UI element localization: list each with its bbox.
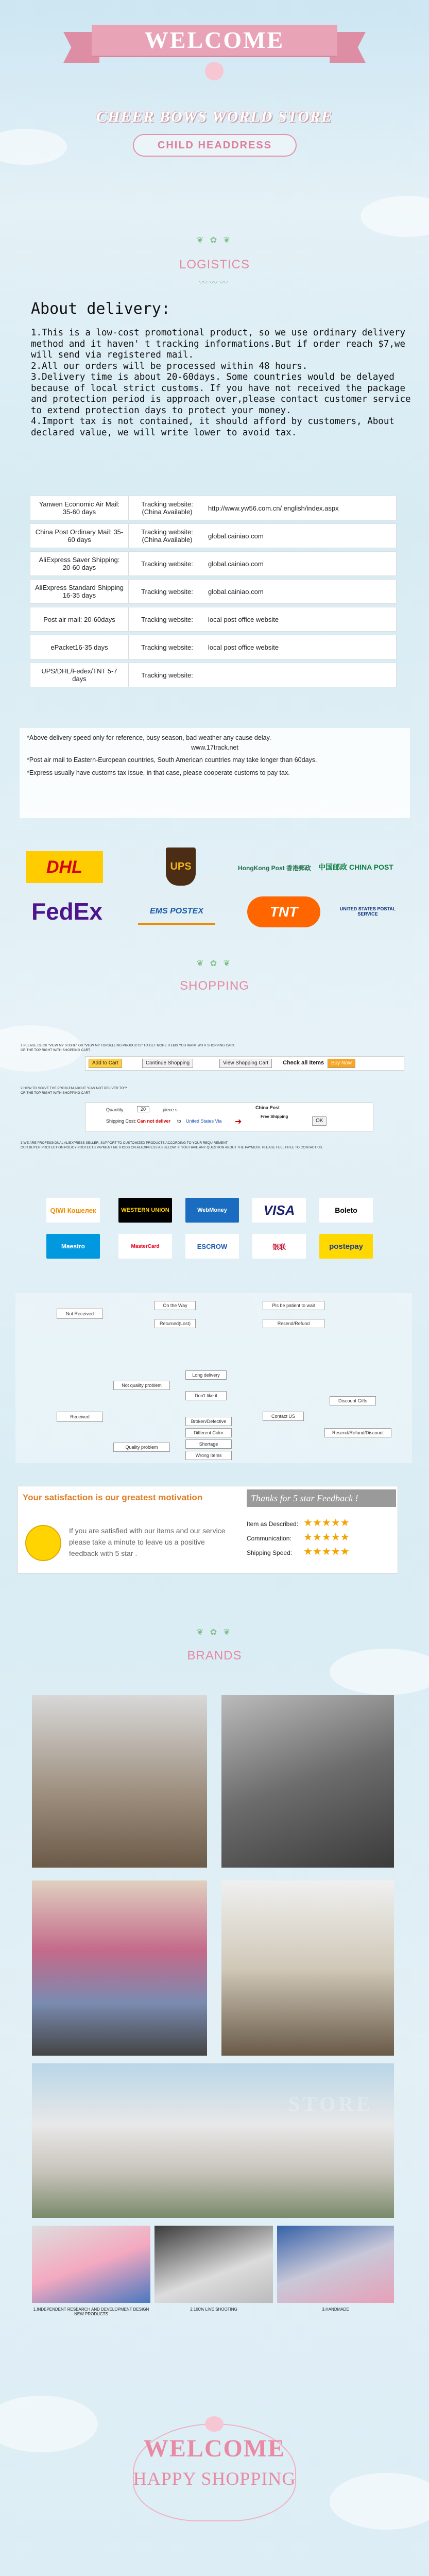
- shipping-method: Yanwen Economic Air Mail: 35-60 days: [30, 496, 129, 520]
- quantity-input[interactable]: 20: [137, 1106, 149, 1112]
- china-post-option[interactable]: China Post: [255, 1105, 280, 1110]
- child-headdress-badge: CHILD HEADDRESS: [133, 134, 297, 157]
- flow-node: Discount Gifts: [330, 1396, 376, 1405]
- shipping-cost-label: Shipping Cost:: [106, 1118, 136, 1124]
- satisfaction-body: If you are satisfied with our items and our service please take a minute to leave us a positive feedback with 5 star .: [69, 1527, 226, 1557]
- tracking-label: Tracking website:: [129, 635, 205, 659]
- rating-row: [247, 1531, 350, 1545]
- carrier-logos: [26, 845, 403, 933]
- leaf-ornament-icon: ❦ ✿ ❦: [196, 1628, 233, 1637]
- leaf-ornament-icon: ❦ ✿ ❦: [196, 959, 233, 968]
- rating-row: [247, 1545, 350, 1560]
- tracking-label: Tracking website: (China Available): [129, 496, 205, 520]
- china-post-logo: 中国邮政 CHINA POST: [318, 862, 393, 871]
- free-shipping-option[interactable]: Free Shipping: [261, 1114, 288, 1119]
- table-row: [30, 551, 397, 576]
- cart-toolbar: [85, 1056, 404, 1071]
- add-to-cart-button[interactable]: Add to Cart: [89, 1059, 122, 1068]
- welcome-banner: WELCOME: [92, 25, 337, 56]
- note-line: *Post air mail to Eastern-European countries, South American countries may take longer than 60days.: [27, 756, 317, 764]
- design-photo: [32, 2226, 150, 2303]
- note-line: *Express usually have customs tax issue, in that case, please cooperate customs to pay tax.: [27, 769, 290, 776]
- usps-logo: UNITED STATES POSTAL SERVICE: [339, 906, 396, 917]
- after-sales-flowchart: [15, 1293, 412, 1463]
- maestro-logo: Maestro: [46, 1234, 100, 1259]
- dhl-logo: DHL: [26, 851, 103, 883]
- warehouse-photo: [32, 1695, 207, 1868]
- ups-logo: UPS: [166, 848, 196, 886]
- section-title-shopping: SHOPPING: [180, 979, 249, 993]
- footer-welcome: WELCOME: [143, 2435, 286, 2462]
- tracking-link[interactable]: www.17track.net: [191, 743, 238, 751]
- thanks-banner: Thanks for 5 star Feedback !: [247, 1489, 396, 1507]
- payment-logos: [46, 1198, 381, 1260]
- section-title-brands: BRANDS: [187, 1649, 242, 1663]
- shipping-method: China Post Ordinary Mail: 35-60 days: [30, 523, 129, 548]
- delivery-text: [31, 328, 412, 438]
- bow-icon: [205, 2416, 224, 2432]
- leaf-ornament-icon: 〰〰〰: [199, 279, 230, 287]
- section-title-logistics: LOGISTICS: [179, 258, 250, 272]
- tracking-label: Tracking website:: [129, 579, 205, 604]
- tracking-label: Tracking website:: [129, 663, 205, 687]
- rating-label: Item as Described:: [247, 1520, 299, 1528]
- cannot-deliver-text: Can not deliver: [137, 1118, 171, 1124]
- handmade-photo: [277, 2226, 394, 2303]
- rating-row: [247, 1516, 350, 1531]
- leaf-ornament-icon: ❦ ✿ ❦: [196, 236, 233, 245]
- delivery-paragraph: 3.Delivery time is about 20-60days. Some countries would be delayed because of local strict customs. If you have not received the package and protection period is approach over,please contact customer service to extend protection days to protect your money.: [31, 372, 411, 416]
- shipping-method: AliExpress Saver Shipping: 20-60 days: [30, 551, 129, 576]
- star-icon: ★★★★★: [303, 1546, 350, 1557]
- shipping-notes: [20, 728, 410, 818]
- hongkong-post-logo: HongKong Post 香港郵政: [238, 864, 311, 872]
- flow-node: Contact US: [263, 1412, 304, 1421]
- tracking-site: http://www.yw56.com.cn/ english/index.aspx: [205, 496, 397, 520]
- flow-node: Resend/Refund/Discount: [324, 1428, 391, 1437]
- studio-photo: [155, 2226, 273, 2303]
- smiley-icon: [25, 1525, 61, 1561]
- logistics-table: [30, 493, 397, 690]
- footer-happy-shopping: HAPPY SHOPPING: [133, 2468, 296, 2489]
- flow-node: Received: [57, 1412, 103, 1422]
- webmoney-logo: WebMoney: [185, 1198, 239, 1223]
- flow-node: Resend/Refund: [263, 1319, 324, 1328]
- shopping-step2: [21, 1086, 402, 1095]
- flow-node: Pls be patient to wait: [263, 1301, 324, 1310]
- country-select[interactable]: United States Via: [186, 1118, 222, 1124]
- delivery-paragraph: 1.This is a low-cost promotional product, so we use ordinary delivery method and it haven' t tracking informations.But if order reach $7,we will send via registered mail.: [31, 328, 405, 360]
- tracking-label: Tracking website:: [129, 551, 205, 576]
- ok-button[interactable]: OK: [312, 1116, 327, 1126]
- to-label: to: [177, 1118, 181, 1124]
- flow-node: Broken/Defective: [185, 1417, 232, 1426]
- flow-node: Different Color: [185, 1428, 232, 1437]
- delivery-title: About delivery:: [31, 300, 170, 318]
- flow-node: Not Received: [57, 1309, 103, 1319]
- delivery-paragraph: 2.All our orders will be processed within 48 hours.: [31, 361, 308, 371]
- tnt-logo: TNT: [247, 896, 320, 927]
- rating-rows: [247, 1516, 350, 1560]
- arrow-right-icon: ➜: [235, 1117, 242, 1126]
- shipping-method: ePacket16-35 days: [30, 635, 129, 659]
- visa-logo: VISA: [252, 1198, 306, 1223]
- table-row: [30, 635, 397, 659]
- star-icon: ★★★★★: [303, 1517, 350, 1529]
- brand-caption: 3.HANDMADE: [322, 2307, 349, 2312]
- tracking-site: [205, 663, 397, 687]
- boleto-logo: Boleto: [319, 1198, 373, 1223]
- workshop-photo: [221, 1880, 394, 2056]
- brand-caption: 2.100% LIVE SHOOTING: [190, 2307, 237, 2312]
- table-row: [30, 496, 397, 520]
- store-name: CHEER BOWS WORLD STORE: [96, 108, 333, 125]
- escrow-logo: ESCROW: [185, 1234, 239, 1259]
- cloud-decoration: [0, 129, 67, 165]
- office-photo: [221, 1695, 394, 1868]
- bow-icon: [205, 62, 224, 80]
- flow-node: Wrong Items: [185, 1451, 232, 1460]
- shopping-step1: [21, 1043, 402, 1053]
- step-text: 3.WE ARE PROFESSIONAL ALIEXPRESS SELLER, SUPPORT TO CUSTOMIZED PRODUCTS ACCORDING TO YOUR REQUIREMENT: [21, 1141, 228, 1145]
- feedback-panel: [17, 1486, 398, 1573]
- table-row: [30, 579, 397, 604]
- table-row: [30, 663, 397, 687]
- tracking-site: global.cainiao.com: [205, 551, 397, 576]
- step-text: OUR BUYER PROTECTION POLICY PROTECTS PAYMENT METHODS ON ALIEXPRESS AS BELOW. IF YOU HAVE ANY QUESTION ABOUT THE PAYMENT, PLEASE FEEL FREE TO CONTACT US.: [21, 1146, 323, 1149]
- cloud-decoration: [361, 196, 429, 237]
- star-icon: ★★★★★: [303, 1532, 350, 1543]
- ems-logo: EMS POSTEX: [138, 899, 215, 925]
- tracking-site: local post office website: [205, 635, 397, 659]
- store-watermark: STORE: [288, 2092, 373, 2115]
- fedex-logo: FedEx: [31, 898, 103, 925]
- note-line: *Above delivery speed only for reference, busy season, bad weather any cause delay.: [27, 734, 271, 741]
- step-text: OR THE TOP RIGHT WITH SHOPPING CART: [21, 1048, 91, 1052]
- flow-node: Quality problem: [113, 1443, 170, 1452]
- qiwi-logo: QIWI Кошелек: [46, 1198, 100, 1223]
- tracking-site: global.cainiao.com: [205, 523, 397, 548]
- step-text: 1.PLEASE CLICK "VIEW MY STORE" OR "VIEW MY TOPSELLING PRODUCTS" TO GET MORE ITEMS YOU WANT WITH SHOPPING CART.: [21, 1044, 235, 1047]
- piece-label: piece s: [163, 1107, 178, 1112]
- delivery-paragraph: 4.Import tax is not contained, it should afford by customers, About declared value, we will write lower to avoid tax.: [31, 416, 394, 438]
- flow-node: Don't like it: [185, 1391, 227, 1400]
- flow-node: On the Way: [155, 1301, 196, 1310]
- shopping-step3: [21, 1141, 417, 1150]
- table-row: [30, 607, 397, 632]
- view-cart-button[interactable]: View Shopping Cart: [219, 1059, 272, 1068]
- tracking-site: local post office website: [205, 607, 397, 632]
- brand-caption: 1.INDEPENDENT RESEARCH AND DEVELOPMENT DESIGN NEW PRODUCTS: [33, 2307, 149, 2316]
- shipping-method: Post air mail: 20-60days: [30, 607, 129, 632]
- quantity-label: Quantity:: [106, 1107, 125, 1112]
- products-photo: [32, 1880, 207, 2056]
- flow-node: Shortage: [185, 1439, 232, 1449]
- tracking-label: Tracking website:: [129, 607, 205, 632]
- flow-node: Long delivery: [185, 1370, 227, 1380]
- tracking-label: Tracking website: (China Available): [129, 523, 205, 548]
- western-union-logo: WESTERN UNION: [118, 1198, 172, 1223]
- shipping-method: AliExpress Standard Shipping 16-35 days: [30, 579, 129, 604]
- tracking-site: global.cainiao.com: [205, 579, 397, 604]
- mastercard-logo: MasterCard: [118, 1234, 172, 1259]
- satisfaction-title: Your satisfaction is our greatest motivation: [23, 1493, 203, 1502]
- shipping-method: UPS/DHL/Fedex/TNT 5-7 days: [30, 663, 129, 687]
- rating-label: Shipping Speed:: [247, 1549, 293, 1556]
- postepay-logo: postepay: [319, 1234, 373, 1259]
- flow-node: Returned(Lost): [155, 1319, 196, 1328]
- unionpay-logo: 银联: [252, 1234, 306, 1259]
- flow-node: Not quality problem: [113, 1381, 170, 1390]
- table-row: [30, 523, 397, 548]
- continue-shopping-button[interactable]: Continue Shopping: [142, 1059, 193, 1068]
- step-text: 2.HOW TO SOLVE THE PROBLEM ABOUT "CAN NOT DELIVER TO"?: [21, 1087, 127, 1090]
- step-text: OR THE TOP RIGHT WITH SHOPPING CART: [21, 1091, 91, 1095]
- buy-now-button[interactable]: Buy Now: [328, 1059, 355, 1068]
- rating-label: Communication:: [247, 1535, 291, 1542]
- building-photo: [32, 2063, 394, 2218]
- delivery-check-panel: [85, 1103, 373, 1131]
- check-all-label: Check all Items: [283, 1060, 324, 1066]
